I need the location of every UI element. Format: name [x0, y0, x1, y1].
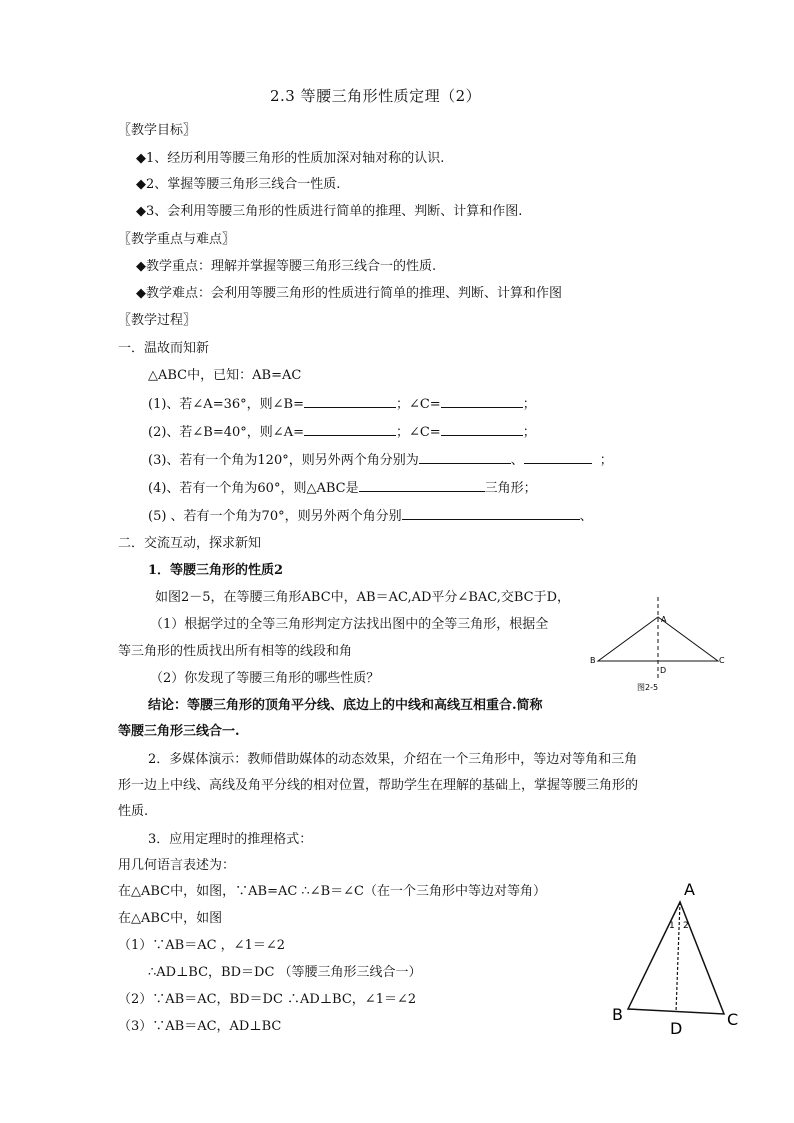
reasoning-line-6: （2）∵AB＝AC，BD＝DC ∴AD⊥BC，∠1＝∠2	[118, 992, 417, 1007]
reasoning-line-4: （1）∵AB＝AC ，∠1＝∠2	[118, 938, 286, 953]
reasoning-line-5: ∴AD⊥BC，BD＝DC （等腰三角形三线合一）	[148, 965, 422, 980]
blank-6	[524, 451, 592, 464]
label-b-2: B	[612, 1005, 623, 1024]
goal-1: ◆1、经历利用等腰三角形的性质加深对轴对称的认识.	[136, 151, 445, 166]
label-d: D	[660, 666, 667, 675]
label-b: B	[590, 656, 596, 665]
conclusion-line-2: 等腰三角形三线合一.	[118, 724, 240, 739]
paragraph-2: （1）根据学过的全等三角形判定方法找出图中的全等三角形，根据全	[150, 617, 549, 632]
multimedia-line-1: 2．多媒体演示：教师借助媒体的动态效果，介绍在一个三角形中，等边对等角和三角	[148, 752, 638, 767]
page-title: 2.3 等腰三角形性质定理（2）	[270, 87, 482, 105]
question-5: (5) 、若有一个角为70°，则另外两个角分别 、	[148, 509, 593, 524]
label-d-2: D	[670, 1019, 683, 1038]
question-4: (4)、若有一个角为60°，则△ABC是 三角形；	[148, 481, 537, 496]
label-angle-1: 1	[669, 921, 675, 931]
multimedia-line-3: 性质.	[118, 804, 149, 819]
reasoning-heading: 3．应用定理时的推理格式：	[148, 832, 313, 847]
process-heading: 〖教学过程〗	[118, 313, 197, 328]
blank-2	[441, 395, 523, 408]
paragraph-4: （2）你发现了等腰三角形的哪些性质？	[150, 671, 380, 686]
goal-2: ◆2、掌握等腰三角形三线合一性质.	[136, 177, 341, 192]
figure-caption: 图2-5	[637, 683, 659, 692]
label-a-2: A	[684, 880, 695, 899]
goal-3: ◆3、会利用等腰三角形的性质进行简单的推理、判断、计算和作图.	[136, 204, 523, 219]
given-line: △ABC中，已知：AB=AC	[148, 368, 302, 383]
key-point: ◆教学重点：理解并掌握等腰三角形三线合一的性质.	[136, 259, 437, 274]
label-c-2: C	[727, 1010, 739, 1029]
question-1: (1)、若∠A=36°，则∠B= ；∠C= ；	[148, 397, 536, 412]
blank-3	[304, 423, 396, 436]
reasoning-line-2: 在△ABC中，如图，∵AB=AC ∴∠B＝∠C（在一个三角形中等边对等角）	[118, 884, 546, 899]
conclusion-line-1: 结论：等腰三角形的顶角平分线、底边上的中线和高线互相重合.简称	[148, 698, 543, 713]
label-angle-2: 2	[683, 921, 689, 931]
figure-2-5	[585, 595, 735, 695]
blank-1	[304, 395, 396, 408]
paragraph-1: 如图2－5，在等腰三角形ABC中，AB＝AC,AD平分∠BAC,交BC于D，	[155, 590, 571, 605]
blank-8	[402, 507, 580, 520]
altitude-ad	[676, 902, 680, 1012]
paragraph-3: 等三角形的性质找出所有相等的线段和角	[118, 644, 353, 659]
property-heading: 1．等腰三角形的性质2	[148, 563, 284, 578]
reasoning-line-1: 用几何语言表述为：	[118, 858, 236, 873]
part1-heading: 一．温故而知新	[118, 341, 210, 356]
part2-heading: 二．交流互动，探求新知	[118, 536, 262, 551]
blank-4	[441, 423, 523, 436]
figure-tall-triangle	[608, 878, 748, 1048]
blank-5	[419, 451, 511, 464]
blank-7	[359, 479, 485, 492]
multimedia-line-2: 形一边上中线、高线及角平分线的相对位置，帮助学生在理解的基础上，掌握等腰三角形的	[118, 778, 639, 793]
difficult-point: ◆教学难点：会利用等腰三角形的性质进行简单的推理、判断、计算和作图	[136, 286, 562, 301]
reasoning-line-7: （3）∵AB＝AC，AD⊥BC	[118, 1019, 282, 1034]
question-2: (2)、若∠B=40°，则∠A= ；∠C= ；	[148, 425, 536, 440]
key-heading: 〖教学重点与难点〗	[118, 232, 236, 247]
goals-heading: 〖教学目标〗	[118, 123, 197, 138]
reasoning-line-3: 在△ABC中，如图	[118, 911, 223, 926]
label-c: C	[719, 656, 725, 665]
label-a: A	[661, 615, 667, 624]
question-3: (3)、若有一个角为120°，则另外两个角分别为 、 ；	[148, 453, 613, 468]
